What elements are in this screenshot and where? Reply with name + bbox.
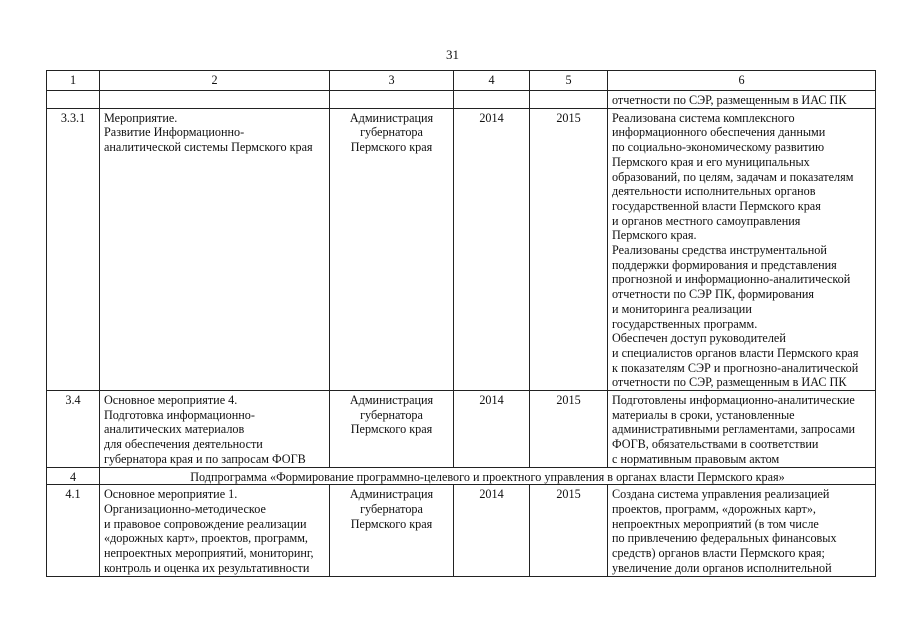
text-line: средств) органов власти Пермского края; xyxy=(612,546,825,561)
text-line: Организационно-методическое xyxy=(104,501,266,516)
header-cell: 3 xyxy=(330,71,454,91)
text-line: Основное мероприятие 1. xyxy=(104,487,238,502)
text-line: контроль и оценка их результативности xyxy=(104,560,310,575)
text-line: Пермского края и его муниципальных xyxy=(612,154,810,169)
expected-result xyxy=(608,108,876,390)
header-cell: 4 xyxy=(454,71,530,91)
text-line: Пермского края xyxy=(350,422,433,437)
text-line: для обеспечения деятельности xyxy=(104,437,263,452)
text-line: деятельности исполнительных органов xyxy=(612,184,816,199)
text-line: поддержки формирования и представления xyxy=(612,257,837,272)
start-year: 2014 xyxy=(454,391,530,468)
subprogram-title: Подпрограмма «Формирование программно-целевого и проектного управления в органах власти Пермского края» xyxy=(100,467,876,485)
table-row xyxy=(47,485,876,576)
header-cell: 2 xyxy=(100,71,330,91)
text-line: и органов местного самоуправления xyxy=(612,213,801,228)
text-line: административными регламентами, запросами xyxy=(612,422,856,437)
page-number: 31 xyxy=(446,47,459,62)
subprogram-row xyxy=(47,467,876,485)
text-line: губернатора xyxy=(360,501,423,516)
text-line: увеличение доли органов исполнительной xyxy=(612,560,832,575)
activity-title xyxy=(100,108,330,390)
continuation-result: отчетности по СЭР, размещенным в ИАС ПК xyxy=(608,91,876,109)
row-number: 3.4 xyxy=(47,391,100,468)
text-line: Администрация xyxy=(349,110,434,125)
text-line: аналитической системы Пермского края xyxy=(104,140,313,155)
text-line: с нормативным правовым актом xyxy=(612,451,780,466)
text-line: губернатора края и по запросам ФОГВ xyxy=(104,451,306,466)
subprogram-number: 4 xyxy=(47,467,100,485)
executor xyxy=(330,108,454,390)
executor xyxy=(330,485,454,576)
table-row xyxy=(47,108,876,390)
text-line: аналитических материалов xyxy=(104,422,245,437)
text-line: материалы в сроки, установленные xyxy=(612,407,795,422)
text-line: непроектных мероприятий (в том числе xyxy=(612,516,819,531)
text-line: Реализованы средства инструментальной xyxy=(612,243,827,258)
row-number: 4.1 xyxy=(47,485,100,576)
text-line: губернатора xyxy=(360,125,423,140)
header-cell: 5 xyxy=(530,71,608,91)
text-line: Подготовка информационно- xyxy=(104,407,255,422)
text-line: по социально-экономическому развитию xyxy=(612,140,825,155)
header-cell: 6 xyxy=(608,71,876,91)
continuation-row xyxy=(47,91,876,109)
end-year: 2015 xyxy=(530,485,608,576)
text-line: губернатора xyxy=(360,407,423,422)
text-line: Мероприятие. xyxy=(104,110,178,125)
text-line: отчетности по СЭР ПК, формирования xyxy=(612,287,815,302)
text-line: Реализована система комплексного xyxy=(612,110,795,125)
text-line: и правовое сопровождение реализации xyxy=(104,516,307,531)
text-line: отчетности по СЭР, размещенным в ИАС ПК xyxy=(612,375,847,390)
text-line: информационного обеспечения данными xyxy=(612,125,826,140)
plan-table xyxy=(46,70,876,577)
text-line: ФОГВ, обязательствами в соответствии xyxy=(612,437,819,452)
expected-result xyxy=(608,391,876,468)
table-row xyxy=(47,391,876,468)
text-line: и специалистов органов власти Пермского края xyxy=(612,345,859,360)
text-line: Подготовлены информационно-аналитические xyxy=(612,393,855,408)
activity-title xyxy=(100,485,330,576)
text-line: Пермского края xyxy=(350,140,433,155)
end-year: 2015 xyxy=(530,108,608,390)
text-line: Администрация xyxy=(349,487,434,502)
table-header-row xyxy=(47,71,876,91)
text-line: государственных программ. xyxy=(612,316,758,331)
activity-title xyxy=(100,391,330,468)
text-line: прогнозной и информационно-аналитической xyxy=(612,272,851,287)
text-line: образований, по целям, задачам и показателям xyxy=(612,169,854,184)
expected-result xyxy=(608,485,876,576)
text-line: по привлечению федеральных финансовых xyxy=(612,531,837,546)
row-number: 3.3.1 xyxy=(47,108,100,390)
text-line: проектов, программ, «дорожных карт», xyxy=(612,501,816,516)
text-line: Пермского края xyxy=(350,516,433,531)
text-line: к показателям СЭР и прогнозно-аналитической xyxy=(612,360,859,375)
text-line: и мониторинга реализации xyxy=(612,301,752,316)
text-line: Основное мероприятие 4. xyxy=(104,393,238,408)
text-line: Администрация xyxy=(349,393,434,408)
text-line: Обеспечен доступ руководителей xyxy=(612,331,786,346)
text-line: Пермского края. xyxy=(612,228,697,243)
start-year: 2014 xyxy=(454,108,530,390)
end-year: 2015 xyxy=(530,391,608,468)
text-line: Развитие Информационно- xyxy=(104,125,245,140)
text-line: «дорожных карт», проектов, программ, xyxy=(104,531,308,546)
executor xyxy=(330,391,454,468)
text-line: непроектных мероприятий, мониторинг, xyxy=(104,546,314,561)
text-line: государственной власти Пермского края xyxy=(612,198,821,213)
text-line: Создана система управления реализацией xyxy=(612,487,830,502)
header-cell: 1 xyxy=(47,71,100,91)
start-year: 2014 xyxy=(454,485,530,576)
